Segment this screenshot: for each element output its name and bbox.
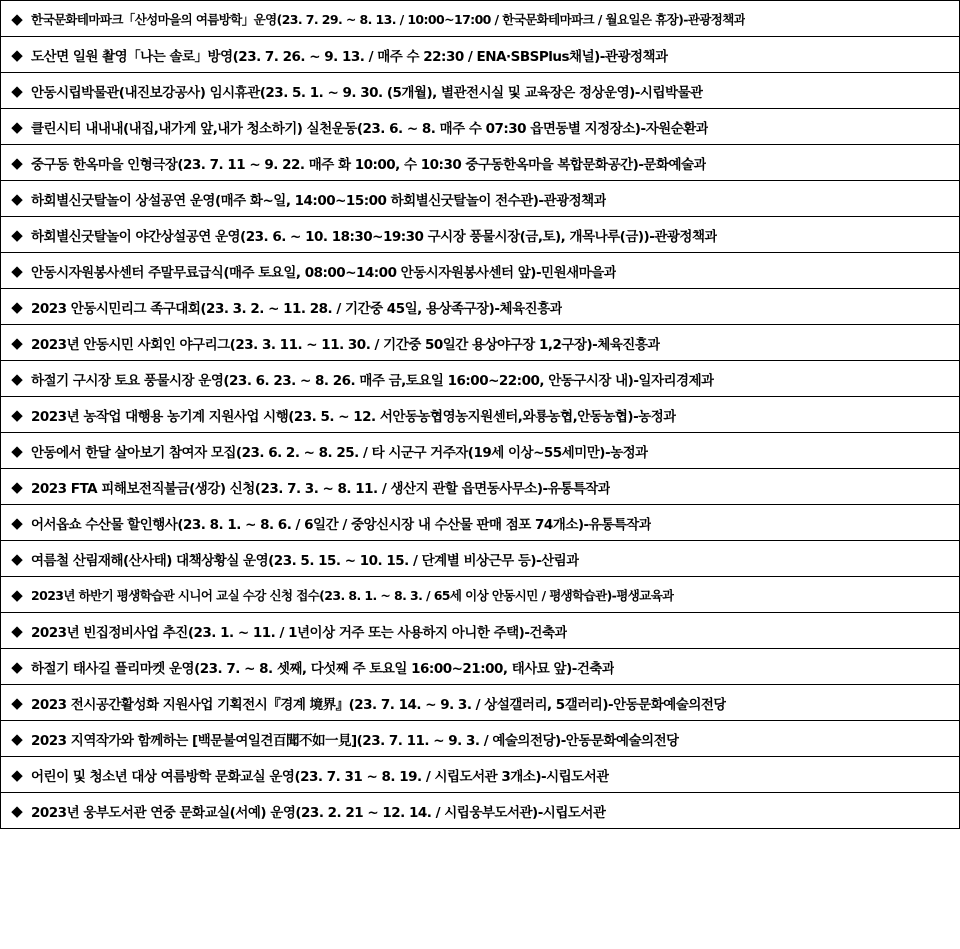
- diamond-bullet-icon: ◆: [11, 297, 23, 316]
- list-item-text: 안동시자원봉사센터 주말무료급식(매주 토요일, 08:00~14:00 안동시자원봉사센터 앞)-민원새마을과: [31, 264, 617, 281]
- diamond-bullet-icon: ◆: [11, 657, 23, 676]
- diamond-bullet-icon: ◆: [11, 729, 23, 748]
- list-item-text: 여름철 산림재해(산사태) 대책상황실 운영(23. 5. 15. ~ 10. 15. / 단계별 비상근무 등)-산림과: [31, 552, 579, 569]
- list-item-text: 하절기 태사길 플리마켓 운영(23. 7. ~ 8. 셋째, 다섯째 주 토요일 16:00~21:00, 태사묘 앞)-건축과: [31, 660, 615, 677]
- diamond-bullet-icon: ◆: [11, 621, 23, 640]
- list-item-text: 안동에서 한달 살아보기 참여자 모집(23. 6. 2. ~ 8. 25. / 타 시군구 거주자(19세 이상~55세미만)-농정과: [31, 444, 648, 461]
- list-item: [1, 397, 959, 433]
- diamond-bullet-icon: ◆: [11, 549, 23, 568]
- list-item-text: 하절기 구시장 토요 풍물시장 운영(23. 6. 23. ~ 8. 26. 매주 금,토요일 16:00~22:00, 안동구시장 내)-일자리경제과: [31, 372, 714, 389]
- diamond-bullet-icon: ◆: [11, 801, 23, 820]
- list-item: [1, 649, 959, 685]
- list-item-text: 2023년 하반기 평생학습관 시니어 교실 수강 신청 접수(23. 8. 1. ~ 8. 3. / 65세 이상 안동시민 / 평생학습관)-평생교육과: [31, 587, 674, 603]
- list-item-text: 도산면 일원 촬영「나는 솔로」방영(23. 7. 26. ~ 9. 13. / 매주 수 22:30 / ENA·SBSPlus채널)-관광정책과: [31, 48, 668, 65]
- diamond-bullet-icon: ◆: [11, 513, 23, 532]
- list-item-text: 2023년 농작업 대행용 농기계 지원사업 시행(23. 5. ~ 12. 서안동농협영농지원센터,와룡농협,안동농협)-농정과: [31, 408, 676, 425]
- diamond-bullet-icon: ◆: [11, 153, 23, 172]
- list-item-text: 한국문화테마파크「산성마을의 여름방학」운영(23. 7. 29. ~ 8. 13. / 10:00~17:00 / 한국문화테마파크 / 월요일은 휴장)-관광정책과: [31, 11, 746, 27]
- diamond-bullet-icon: ◆: [11, 333, 23, 352]
- list-item: [1, 505, 959, 541]
- diamond-bullet-icon: ◆: [11, 189, 23, 208]
- list-item: [1, 109, 959, 145]
- diamond-bullet-icon: ◆: [11, 81, 23, 100]
- list-item-text: 2023 지역작가와 함께하는 [백문불여일견百聞不如一見](23. 7. 11. ~ 9. 3. / 예술의전당)-안동문화예술의전당: [31, 732, 679, 749]
- list-item-text: 하회별신굿탈놀이 야간상설공연 운영(23. 6. ~ 10. 18:30~19:30 구시장 풍물시장(금,토), 개목나루(금))-관광정책과: [31, 228, 718, 245]
- list-item-text: 2023년 웅부도서관 연중 문화교실(서예) 운영(23. 2. 21 ~ 12. 14. / 시립웅부도서관)-시립도서관: [31, 804, 606, 821]
- list-item: [1, 361, 959, 397]
- list-item-text: 어린이 및 청소년 대상 여름방학 문화교실 운영(23. 7. 31 ~ 8. 19. / 시립도서관 3개소)-시립도서관: [31, 768, 609, 785]
- list-item: [1, 541, 959, 577]
- diamond-bullet-icon: ◆: [11, 585, 23, 604]
- list-item: [1, 145, 959, 181]
- list-item: [1, 757, 959, 793]
- list-item-text: 중구동 한옥마을 인형극장(23. 7. 11 ~ 9. 22. 매주 화 10:00, 수 10:30 중구동한옥마을 복합문화공간)-문화예술과: [31, 156, 707, 173]
- list-item-text: 2023 전시공간활성화 지원사업 기획전시『경계 境界』(23. 7. 14. ~ 9. 3. / 상설갤러리, 5갤러리)-안동문화예술의전당: [31, 696, 726, 713]
- diamond-bullet-icon: ◆: [11, 225, 23, 244]
- list-item: [1, 181, 959, 217]
- list-item: [1, 433, 959, 469]
- diamond-bullet-icon: ◆: [11, 441, 23, 460]
- list-item: [1, 469, 959, 505]
- list-item: [1, 793, 959, 829]
- list-item-text: 2023년 빈집정비사업 추진(23. 1. ~ 11. / 1년이상 거주 또는 사용하지 아니한 주택)-건축과: [31, 624, 568, 641]
- diamond-bullet-icon: ◆: [11, 261, 23, 280]
- list-item: [1, 289, 959, 325]
- diamond-bullet-icon: ◆: [11, 765, 23, 784]
- list-item: [1, 37, 959, 73]
- list-item: [1, 325, 959, 361]
- list-item: [1, 613, 959, 649]
- diamond-bullet-icon: ◆: [11, 9, 23, 28]
- list-item: [1, 253, 959, 289]
- list-item: [1, 1, 959, 37]
- list-item: [1, 721, 959, 757]
- diamond-bullet-icon: ◆: [11, 693, 23, 712]
- diamond-bullet-icon: ◆: [11, 117, 23, 136]
- list-item-text: 하회별신굿탈놀이 상설공연 운영(매주 화~일, 14:00~15:00 하회별신굿탈놀이 전수관)-관광정책과: [31, 192, 607, 209]
- diamond-bullet-icon: ◆: [11, 405, 23, 424]
- diamond-bullet-icon: ◆: [11, 477, 23, 496]
- list-item: [1, 217, 959, 253]
- list-item-text: 어서옵쇼 수산물 할인행사(23. 8. 1. ~ 8. 6. / 6일간 / 중앙신시장 내 수산물 판매 점포 74개소)-유통특작과: [31, 516, 652, 533]
- list-item-text: 2023 FTA 피해보전직불금(생강) 신청(23. 7. 3. ~ 8. 11. / 생산지 관할 읍면동사무소)-유통특작과: [31, 480, 611, 497]
- list-item-text: 2023년 안동시민 사회인 야구리그(23. 3. 11. ~ 11. 30. / 기간중 50일간 용상야구장 1,2구장)-체육진흥과: [31, 336, 660, 353]
- list-item: [1, 685, 959, 721]
- list-item-text: 클린시티 내내내(내집,내가게 앞,내가 청소하기) 실천운동(23. 6. ~ 8. 매주 수 07:30 읍면동별 지정장소)-자원순환과: [31, 120, 709, 137]
- diamond-bullet-icon: ◆: [11, 45, 23, 64]
- list-item-text: 2023 안동시민리그 족구대회(23. 3. 2. ~ 11. 28. / 기간중 45일, 용상족구장)-체육진흥과: [31, 300, 563, 317]
- list-item: [1, 73, 959, 109]
- list-item: [1, 577, 959, 613]
- list-item-text: 안동시립박물관(내진보강공사) 임시휴관(23. 5. 1. ~ 9. 30. (5개월), 별관전시실 및 교육장은 정상운영)-시립박물관: [31, 84, 703, 101]
- diamond-bullet-icon: ◆: [11, 369, 23, 388]
